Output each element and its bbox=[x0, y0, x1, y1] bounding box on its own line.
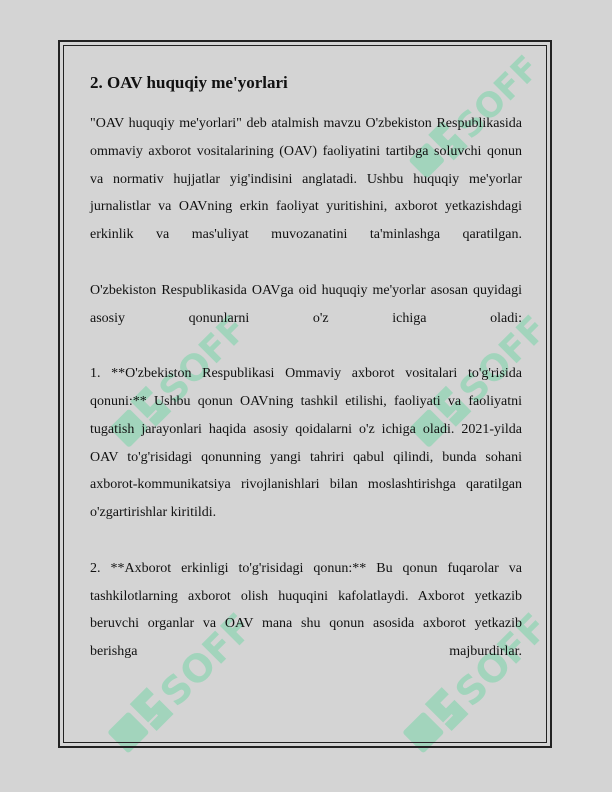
paragraph-law-2: 2. **Axborot erkinligi to'g'risidagi qonun:** Bu qonun fuqarolar va tashkilotlarning axborot olish huquqini kafolatlaydi. Axborot yetkazib beruvchi organlar va OAV mana shu qonun asosida axborot yetkazib berishga majburdirlar. bbox=[90, 560, 522, 660]
svg-text:SOFF: SOFF bbox=[448, 48, 548, 147]
svg-text:SOFF: SOFF bbox=[151, 604, 262, 715]
section-title: 2. OAV huquqiy me'yorlari bbox=[90, 73, 288, 92]
document-body bbox=[90, 70, 522, 694]
svg-text:SOFF: SOFF bbox=[151, 308, 256, 412]
paragraph-law-1: 1. **O'zbekiston Respublikasi Ommaviy axborot vositalari to'g'risida qonuni:** Ushbu qonun OAVning tashkil etilishi, faoliyati va faoliyatni tugatish jarayonlari haqida asosiy qoidalarni o'z ichiga oladi. 2021-yilda OAV to'g'risidagi qonunning yangi tahriri qabul qilindi, bunda sohani axborot-kommunikatsiya rivojlanishlari bilan moslashtirishga qaratilgan o'zgartirishlar kiritildi. bbox=[90, 366, 522, 521]
svg-text:SOFF: SOFF bbox=[451, 308, 556, 412]
paragraph-laws-intro: O'zbekiston Respublikasida OAVga oid huquqiy me'yorlar asosan quyidagi asosiy qonunlarni o'z ichiga oladi: bbox=[90, 282, 522, 326]
paragraph-intro: "OAV huquqiy me'yorlari" deb atalmish mavzu O'zbekiston Respublikasida ommaviy axborot vositalarining (OAV) faoliyatini tartibga soluvchi qonun va normativ hujjatlar yig'indisini anglatadi. Ushbu huquqiy me'yorlar jurnalistlar va OAVning erkin faoliyat yuritishini, axborot yetkazishdagi erkinlik va mas'uliyat muvozanatini ta'minlashga qaratilgan. bbox=[90, 116, 522, 243]
svg-text:SOFF: SOFF bbox=[446, 604, 557, 715]
